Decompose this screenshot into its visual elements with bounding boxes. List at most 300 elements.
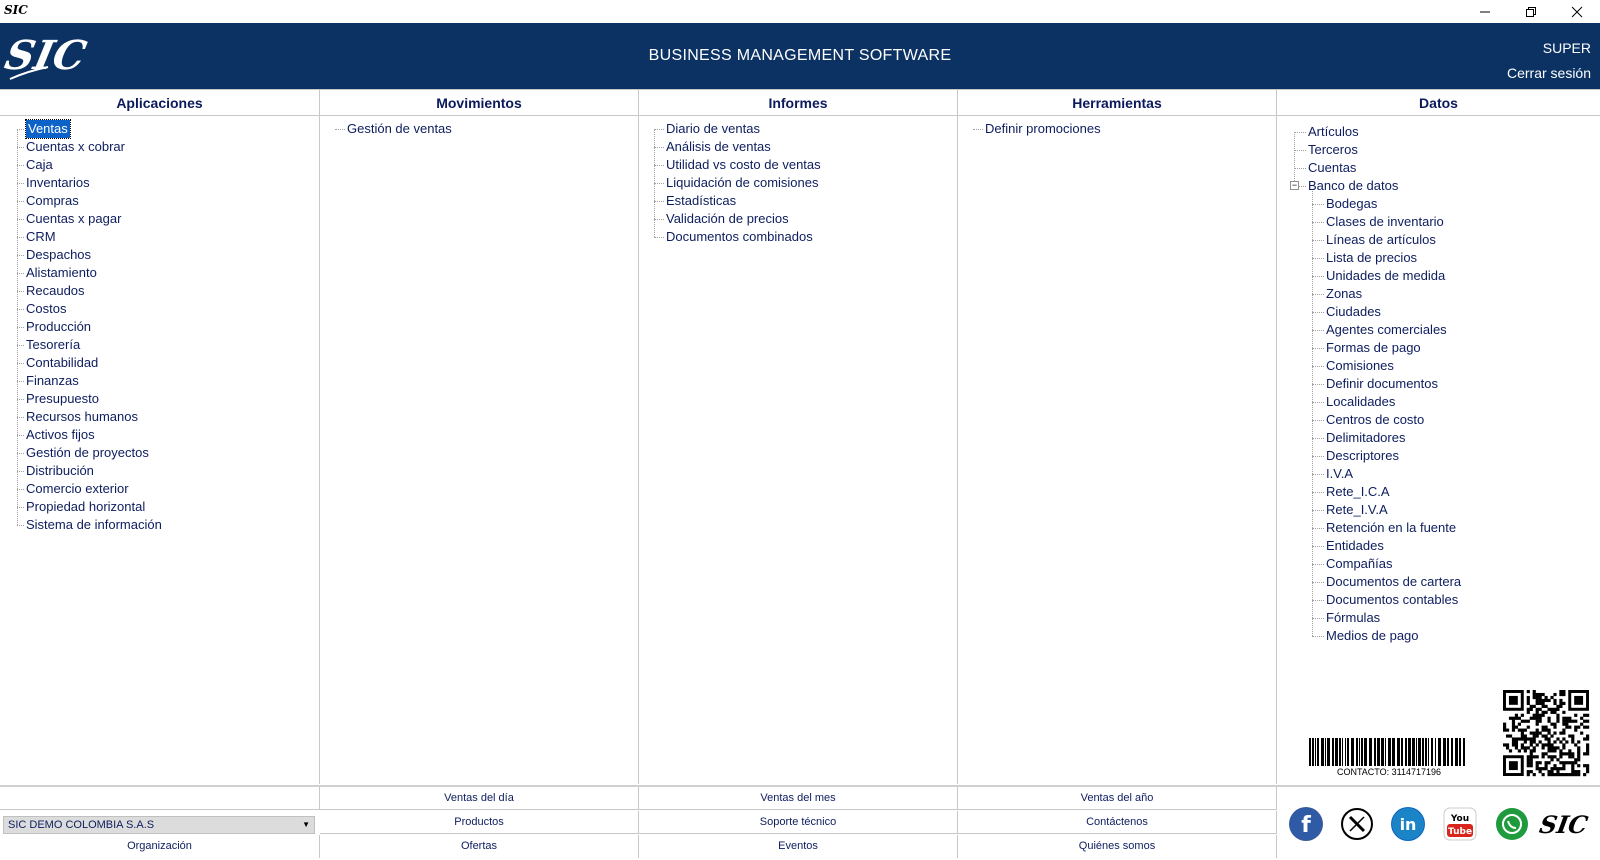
qr-module xyxy=(1533,746,1536,749)
barcode-bar xyxy=(1359,738,1360,766)
tree-item[interactable] xyxy=(0,390,319,408)
tree-subitem[interactable] xyxy=(1277,591,1600,609)
app-icon: SIC xyxy=(4,3,28,17)
qr-module xyxy=(1545,734,1548,737)
tree-item[interactable] xyxy=(0,516,319,534)
qr-module xyxy=(1550,755,1553,758)
qr-module xyxy=(1539,717,1542,720)
qr-module xyxy=(1565,717,1568,720)
qr-module xyxy=(1559,767,1562,770)
tree-item-label: Gestión de proyectos xyxy=(26,445,149,460)
qr-module xyxy=(1562,702,1565,705)
qr-module xyxy=(1568,755,1571,758)
chevron-down-icon[interactable]: ▼ xyxy=(302,820,310,829)
qr-module xyxy=(1586,726,1589,729)
qr-module xyxy=(1553,693,1556,696)
qr-module xyxy=(1574,758,1577,761)
barcode-bar xyxy=(1397,738,1400,766)
app-title: BUSINESS MANAGEMENT SOFTWARE xyxy=(648,47,952,64)
ventas-del-anio-link[interactable]: Ventas del año xyxy=(958,787,1277,810)
qr-module xyxy=(1586,764,1589,767)
qr-module xyxy=(1577,764,1580,767)
qr-module xyxy=(1533,732,1536,735)
qr-module xyxy=(1562,764,1565,767)
qr-module xyxy=(1521,743,1524,746)
qr-module xyxy=(1571,740,1574,743)
qr-module xyxy=(1553,726,1556,729)
tree-item[interactable] xyxy=(639,228,957,246)
qr-module xyxy=(1577,749,1580,752)
tree-item[interactable] xyxy=(0,156,319,174)
youtube-icon[interactable] xyxy=(1443,807,1477,841)
barcode-bar xyxy=(1327,738,1330,766)
tree-item-label: Análisis de ventas xyxy=(666,139,771,154)
tree-subitem[interactable] xyxy=(1277,195,1600,213)
tree-subitem[interactable] xyxy=(1277,375,1600,393)
qr-module xyxy=(1527,708,1530,711)
qr-module xyxy=(1547,749,1550,752)
ventas-del-mes-link[interactable]: Ventas del mes xyxy=(639,787,958,810)
qr-module xyxy=(1539,702,1542,705)
qr-finder xyxy=(1509,761,1518,770)
qr-module xyxy=(1536,734,1539,737)
qr-module xyxy=(1583,720,1586,723)
qr-module xyxy=(1547,755,1550,758)
tree-item[interactable] xyxy=(0,120,319,138)
tree-item-label: Producción xyxy=(26,319,92,334)
tree-item-label: CRM xyxy=(26,229,56,244)
qr-module xyxy=(1539,714,1542,717)
qr-module xyxy=(1512,720,1515,723)
qr-module xyxy=(1506,746,1509,749)
qr-module xyxy=(1559,761,1562,764)
qr-module xyxy=(1542,743,1545,746)
qr-module xyxy=(1553,764,1556,767)
qr-module xyxy=(1530,758,1533,761)
tree-item-label: Compañías xyxy=(1326,556,1393,571)
qr-module xyxy=(1512,723,1515,726)
qr-module xyxy=(1536,729,1539,732)
tree-subitem[interactable] xyxy=(1277,321,1600,339)
qr-module xyxy=(1503,729,1506,732)
qr-module xyxy=(1571,767,1574,770)
qr-module xyxy=(1550,773,1553,776)
barcode-bar xyxy=(1451,738,1453,766)
qr-module xyxy=(1571,752,1574,755)
tree-subitem[interactable] xyxy=(1277,393,1600,411)
qr-module xyxy=(1586,743,1589,746)
qr-module xyxy=(1530,749,1533,752)
qr-module xyxy=(1512,726,1515,729)
qr-module xyxy=(1515,743,1518,746)
qr-module xyxy=(1533,749,1536,752)
qr-module xyxy=(1530,708,1533,711)
barcode-bar xyxy=(1392,738,1395,766)
tree-item[interactable] xyxy=(639,174,957,192)
tree-item[interactable] xyxy=(0,318,319,336)
ofertas-link[interactable]: Ofertas xyxy=(320,835,639,858)
qr-module xyxy=(1571,755,1574,758)
qr-module xyxy=(1547,746,1550,749)
tree-item-label: I.V.A xyxy=(1326,466,1353,481)
qr-module xyxy=(1536,755,1539,758)
tree-subitem[interactable] xyxy=(1277,303,1600,321)
qr-module xyxy=(1577,755,1580,758)
qr-module xyxy=(1553,773,1556,776)
barcode-bar xyxy=(1422,738,1424,766)
organization-label: Organización xyxy=(0,835,320,858)
qr-module xyxy=(1542,773,1545,776)
qr-module xyxy=(1574,761,1577,764)
qr-module xyxy=(1521,737,1524,740)
qr-module xyxy=(1533,740,1536,743)
qr-module xyxy=(1553,732,1556,735)
tree-item-label: Presupuesto xyxy=(26,391,99,406)
qr-module xyxy=(1527,711,1530,714)
qr-module xyxy=(1545,699,1548,702)
qr-module xyxy=(1562,737,1565,740)
whatsapp-icon[interactable] xyxy=(1495,807,1529,841)
tree-item-label: Propiedad horizontal xyxy=(26,499,146,514)
qr-module xyxy=(1583,773,1586,776)
qr-module xyxy=(1536,699,1539,702)
tree-item[interactable] xyxy=(0,228,319,246)
menu-panels xyxy=(0,89,1600,783)
qr-module xyxy=(1539,696,1542,699)
tree-subitem[interactable] xyxy=(1277,519,1600,537)
tree-subitem[interactable] xyxy=(1277,213,1600,231)
tree-item[interactable] xyxy=(0,372,319,390)
qr-module xyxy=(1521,746,1524,749)
qr-module xyxy=(1562,711,1565,714)
qr-module xyxy=(1524,734,1527,737)
tree-item-label: Contabilidad xyxy=(26,355,99,370)
qr-module xyxy=(1533,696,1536,699)
tree-subitem[interactable] xyxy=(1277,231,1600,249)
qr-module xyxy=(1542,702,1545,705)
tree-item-label: Entidades xyxy=(1326,538,1384,553)
tree-item-label: Recaudos xyxy=(26,283,85,298)
tree-item-label: Costos xyxy=(26,301,67,316)
qr-module xyxy=(1553,767,1556,770)
tree-item[interactable] xyxy=(0,426,319,444)
tree-item[interactable] xyxy=(320,120,638,138)
qr-module xyxy=(1521,729,1524,732)
barcode-bar xyxy=(1463,738,1465,766)
qr-module xyxy=(1571,764,1574,767)
tree-item-label: Utilidad vs costo de ventas xyxy=(666,157,821,172)
tree-item-label: Distribución xyxy=(26,463,94,478)
qr-module xyxy=(1556,773,1559,776)
linkedin-icon[interactable] xyxy=(1391,807,1425,841)
qr-module xyxy=(1518,749,1521,752)
tree-subitem[interactable] xyxy=(1277,627,1600,645)
svg-text:You: You xyxy=(1450,814,1470,824)
tree-subitem[interactable] xyxy=(1277,537,1600,555)
tree-item-banco-de-datos[interactable] xyxy=(1277,177,1600,195)
herramientas-tree xyxy=(958,116,1276,138)
tree-subitem[interactable] xyxy=(1277,483,1600,501)
qr-module xyxy=(1553,699,1556,702)
qr-module xyxy=(1542,767,1545,770)
qr-module xyxy=(1518,717,1521,720)
qr-module xyxy=(1550,723,1553,726)
tree-item-label: Documentos contables xyxy=(1326,592,1459,607)
qr-module xyxy=(1547,770,1550,773)
tree-item-label: Sistema de información xyxy=(26,517,162,532)
barcode xyxy=(1309,738,1469,768)
qr-module xyxy=(1539,708,1542,711)
barcode-bar xyxy=(1377,738,1380,766)
tree-item-label: Centros de costo xyxy=(1326,412,1425,427)
window-titlebar xyxy=(0,0,1600,23)
qr-module xyxy=(1583,752,1586,755)
qr-module xyxy=(1553,740,1556,743)
qr-module xyxy=(1515,714,1518,717)
tree-subitem[interactable] xyxy=(1277,465,1600,483)
tree-item-label: Caja xyxy=(26,157,53,172)
qr-module xyxy=(1550,749,1553,752)
qr-module xyxy=(1574,770,1577,773)
tree-subitem[interactable] xyxy=(1277,339,1600,357)
qr-module xyxy=(1515,717,1518,720)
tree-item[interactable] xyxy=(0,192,319,210)
qr-module xyxy=(1536,717,1539,720)
tree-item[interactable] xyxy=(639,138,957,156)
tree-subitem[interactable] xyxy=(1277,429,1600,447)
barcode-bar xyxy=(1317,738,1319,766)
username-label: SUPER xyxy=(1542,40,1591,56)
barcode-bar xyxy=(1408,738,1411,766)
qr-module xyxy=(1547,708,1550,711)
qr-module xyxy=(1562,720,1565,723)
qr-module xyxy=(1562,732,1565,735)
tree-subitem[interactable] xyxy=(1277,609,1600,627)
tree-item[interactable] xyxy=(0,138,319,156)
tree-item-label: Formas de pago xyxy=(1326,340,1421,355)
tree-item-label: Comisiones xyxy=(1326,358,1394,373)
qr-module xyxy=(1536,723,1539,726)
sic-footer-logo-icon[interactable] xyxy=(1537,807,1591,841)
tree-subitem[interactable] xyxy=(1277,285,1600,303)
tree-item[interactable] xyxy=(0,354,319,372)
qr-module xyxy=(1553,755,1556,758)
barcode-bar xyxy=(1335,738,1338,766)
restore-icon[interactable] xyxy=(1508,0,1554,23)
qr-module xyxy=(1550,734,1553,737)
qr-module xyxy=(1530,743,1533,746)
aplicaciones-tree xyxy=(0,116,319,534)
qr-module xyxy=(1545,761,1548,764)
barcode-bar xyxy=(1412,738,1415,766)
panel-herramientas xyxy=(958,90,1277,784)
logout-link[interactable]: Cerrar sesión xyxy=(1506,65,1591,81)
qr-module xyxy=(1586,734,1589,737)
qr-module xyxy=(1533,693,1536,696)
qr-module xyxy=(1586,752,1589,755)
qr-module xyxy=(1530,737,1533,740)
tree-item[interactable] xyxy=(0,480,319,498)
qr-module xyxy=(1527,755,1530,758)
tree-item[interactable] xyxy=(0,408,319,426)
qr-module xyxy=(1542,755,1545,758)
tree-subitem[interactable] xyxy=(1277,573,1600,591)
ventas-del-dia-link[interactable]: Ventas del día xyxy=(320,787,639,810)
qr-module xyxy=(1509,749,1512,752)
qr-module xyxy=(1553,702,1556,705)
tree-item[interactable] xyxy=(0,210,319,228)
tree-item[interactable] xyxy=(0,264,319,282)
qr-module xyxy=(1545,737,1548,740)
qr-module xyxy=(1559,690,1562,693)
eventos-link[interactable]: Eventos xyxy=(639,835,958,858)
svg-text:SIC: SIC xyxy=(0,31,91,79)
tree-item[interactable] xyxy=(0,174,319,192)
qr-module xyxy=(1547,720,1550,723)
barcode-bar xyxy=(1347,738,1349,766)
collapse-icon[interactable]: − xyxy=(1291,180,1298,190)
qr-module xyxy=(1527,720,1530,723)
tree-item-label: Gestión de ventas xyxy=(347,121,452,136)
tree-item-label: Lista de precios xyxy=(1326,250,1418,265)
tree-item-label: Comercio exterior xyxy=(26,481,129,496)
qr-module xyxy=(1562,773,1565,776)
tree-subitem[interactable] xyxy=(1277,249,1600,267)
qr-module xyxy=(1577,758,1580,761)
qr-module xyxy=(1530,732,1533,735)
qr-module xyxy=(1574,743,1577,746)
qr-module xyxy=(1562,767,1565,770)
qr-module xyxy=(1583,726,1586,729)
tree-item[interactable] xyxy=(0,336,319,354)
contact-label: CONTACTO: 3114717196 xyxy=(1336,767,1442,777)
qr-module xyxy=(1565,720,1568,723)
qr-module xyxy=(1536,732,1539,735)
qr-module xyxy=(1559,705,1562,708)
tree-item[interactable] xyxy=(0,444,319,462)
tree-item[interactable] xyxy=(639,192,957,210)
qr-module xyxy=(1562,717,1565,720)
qr-module xyxy=(1527,690,1530,693)
tree-item[interactable] xyxy=(958,120,1276,138)
qr-module xyxy=(1530,755,1533,758)
panel-datos xyxy=(1277,90,1600,784)
qr-module xyxy=(1521,720,1524,723)
tree-item-label: Cuentas xyxy=(1308,160,1357,175)
panel-title-datos: Datos xyxy=(1277,90,1600,116)
qr-module xyxy=(1521,734,1524,737)
close-icon[interactable] xyxy=(1554,0,1600,23)
tree-item-label: Diario de ventas xyxy=(666,121,760,136)
qr-module xyxy=(1556,767,1559,770)
qr-module xyxy=(1547,740,1550,743)
barcode-bar xyxy=(1332,738,1334,766)
qr-module xyxy=(1530,717,1533,720)
tree-item[interactable] xyxy=(1277,159,1600,177)
tree-subitem[interactable] xyxy=(1277,555,1600,573)
qr-finder xyxy=(1574,696,1583,705)
qr-module xyxy=(1539,732,1542,735)
tree-item[interactable] xyxy=(0,300,319,318)
organization-select[interactable] xyxy=(3,816,315,834)
qr-module xyxy=(1586,737,1589,740)
qr-module xyxy=(1547,743,1550,746)
x-twitter-icon[interactable] xyxy=(1340,807,1374,841)
qr-module xyxy=(1521,714,1524,717)
soporte-tecnico-link[interactable]: Soporte técnico xyxy=(639,811,958,834)
tree-subitem[interactable] xyxy=(1277,411,1600,429)
tree-item[interactable] xyxy=(639,210,957,228)
qr-module xyxy=(1518,723,1521,726)
tree-item-label: Descriptores xyxy=(1326,448,1399,463)
qr-module xyxy=(1509,717,1512,720)
qr-module xyxy=(1530,770,1533,773)
qr-module xyxy=(1547,717,1550,720)
qr-module xyxy=(1577,726,1580,729)
quienes-somos-link[interactable]: Quiénes somos xyxy=(958,835,1277,858)
barcode-bar xyxy=(1401,738,1403,766)
tree-item[interactable] xyxy=(639,120,957,138)
contactenos-link[interactable]: Contáctenos xyxy=(958,811,1277,834)
panel-title-movimientos: Movimientos xyxy=(320,90,638,116)
barcode-bar xyxy=(1339,738,1341,766)
tree-item[interactable] xyxy=(0,462,319,480)
barcode-bar xyxy=(1438,738,1441,766)
qr-module xyxy=(1580,723,1583,726)
qr-module xyxy=(1559,773,1562,776)
tree-subitem[interactable] xyxy=(1277,357,1600,375)
tree-item[interactable] xyxy=(1277,123,1600,141)
tree-item-label: Unidades de medida xyxy=(1326,268,1446,283)
qr-module xyxy=(1545,711,1548,714)
qr-module xyxy=(1559,699,1562,702)
qr-module xyxy=(1527,770,1530,773)
barcode-bar xyxy=(1364,738,1367,766)
tree-item[interactable] xyxy=(0,282,319,300)
qr-module xyxy=(1521,732,1524,735)
qr-module xyxy=(1556,708,1559,711)
qr-module xyxy=(1565,773,1568,776)
facebook-icon[interactable] xyxy=(1289,807,1323,841)
qr-module xyxy=(1506,743,1509,746)
qr-module xyxy=(1545,752,1548,755)
minimize-icon[interactable] xyxy=(1462,0,1508,23)
productos-link[interactable]: Productos xyxy=(320,811,639,834)
qr-module xyxy=(1524,729,1527,732)
qr-module xyxy=(1586,714,1589,717)
qr-module xyxy=(1550,758,1553,761)
tree-subitem[interactable] xyxy=(1277,267,1600,285)
barcode-bar xyxy=(1381,738,1384,766)
qr-module xyxy=(1542,699,1545,702)
tree-subitem[interactable] xyxy=(1277,501,1600,519)
qr-module xyxy=(1536,764,1539,767)
qr-module xyxy=(1568,726,1571,729)
qr-module xyxy=(1547,761,1550,764)
qr-module xyxy=(1586,746,1589,749)
tree-item[interactable] xyxy=(1277,141,1600,159)
tree-subitem[interactable] xyxy=(1277,447,1600,465)
qr-module xyxy=(1509,734,1512,737)
qr-code xyxy=(1503,690,1589,776)
qr-module xyxy=(1574,773,1577,776)
barcode-bar xyxy=(1342,738,1343,766)
qr-module xyxy=(1512,729,1515,732)
qr-module xyxy=(1550,696,1553,699)
tree-item[interactable] xyxy=(639,156,957,174)
tree-item[interactable] xyxy=(0,246,319,264)
tree-item[interactable] xyxy=(0,498,319,516)
